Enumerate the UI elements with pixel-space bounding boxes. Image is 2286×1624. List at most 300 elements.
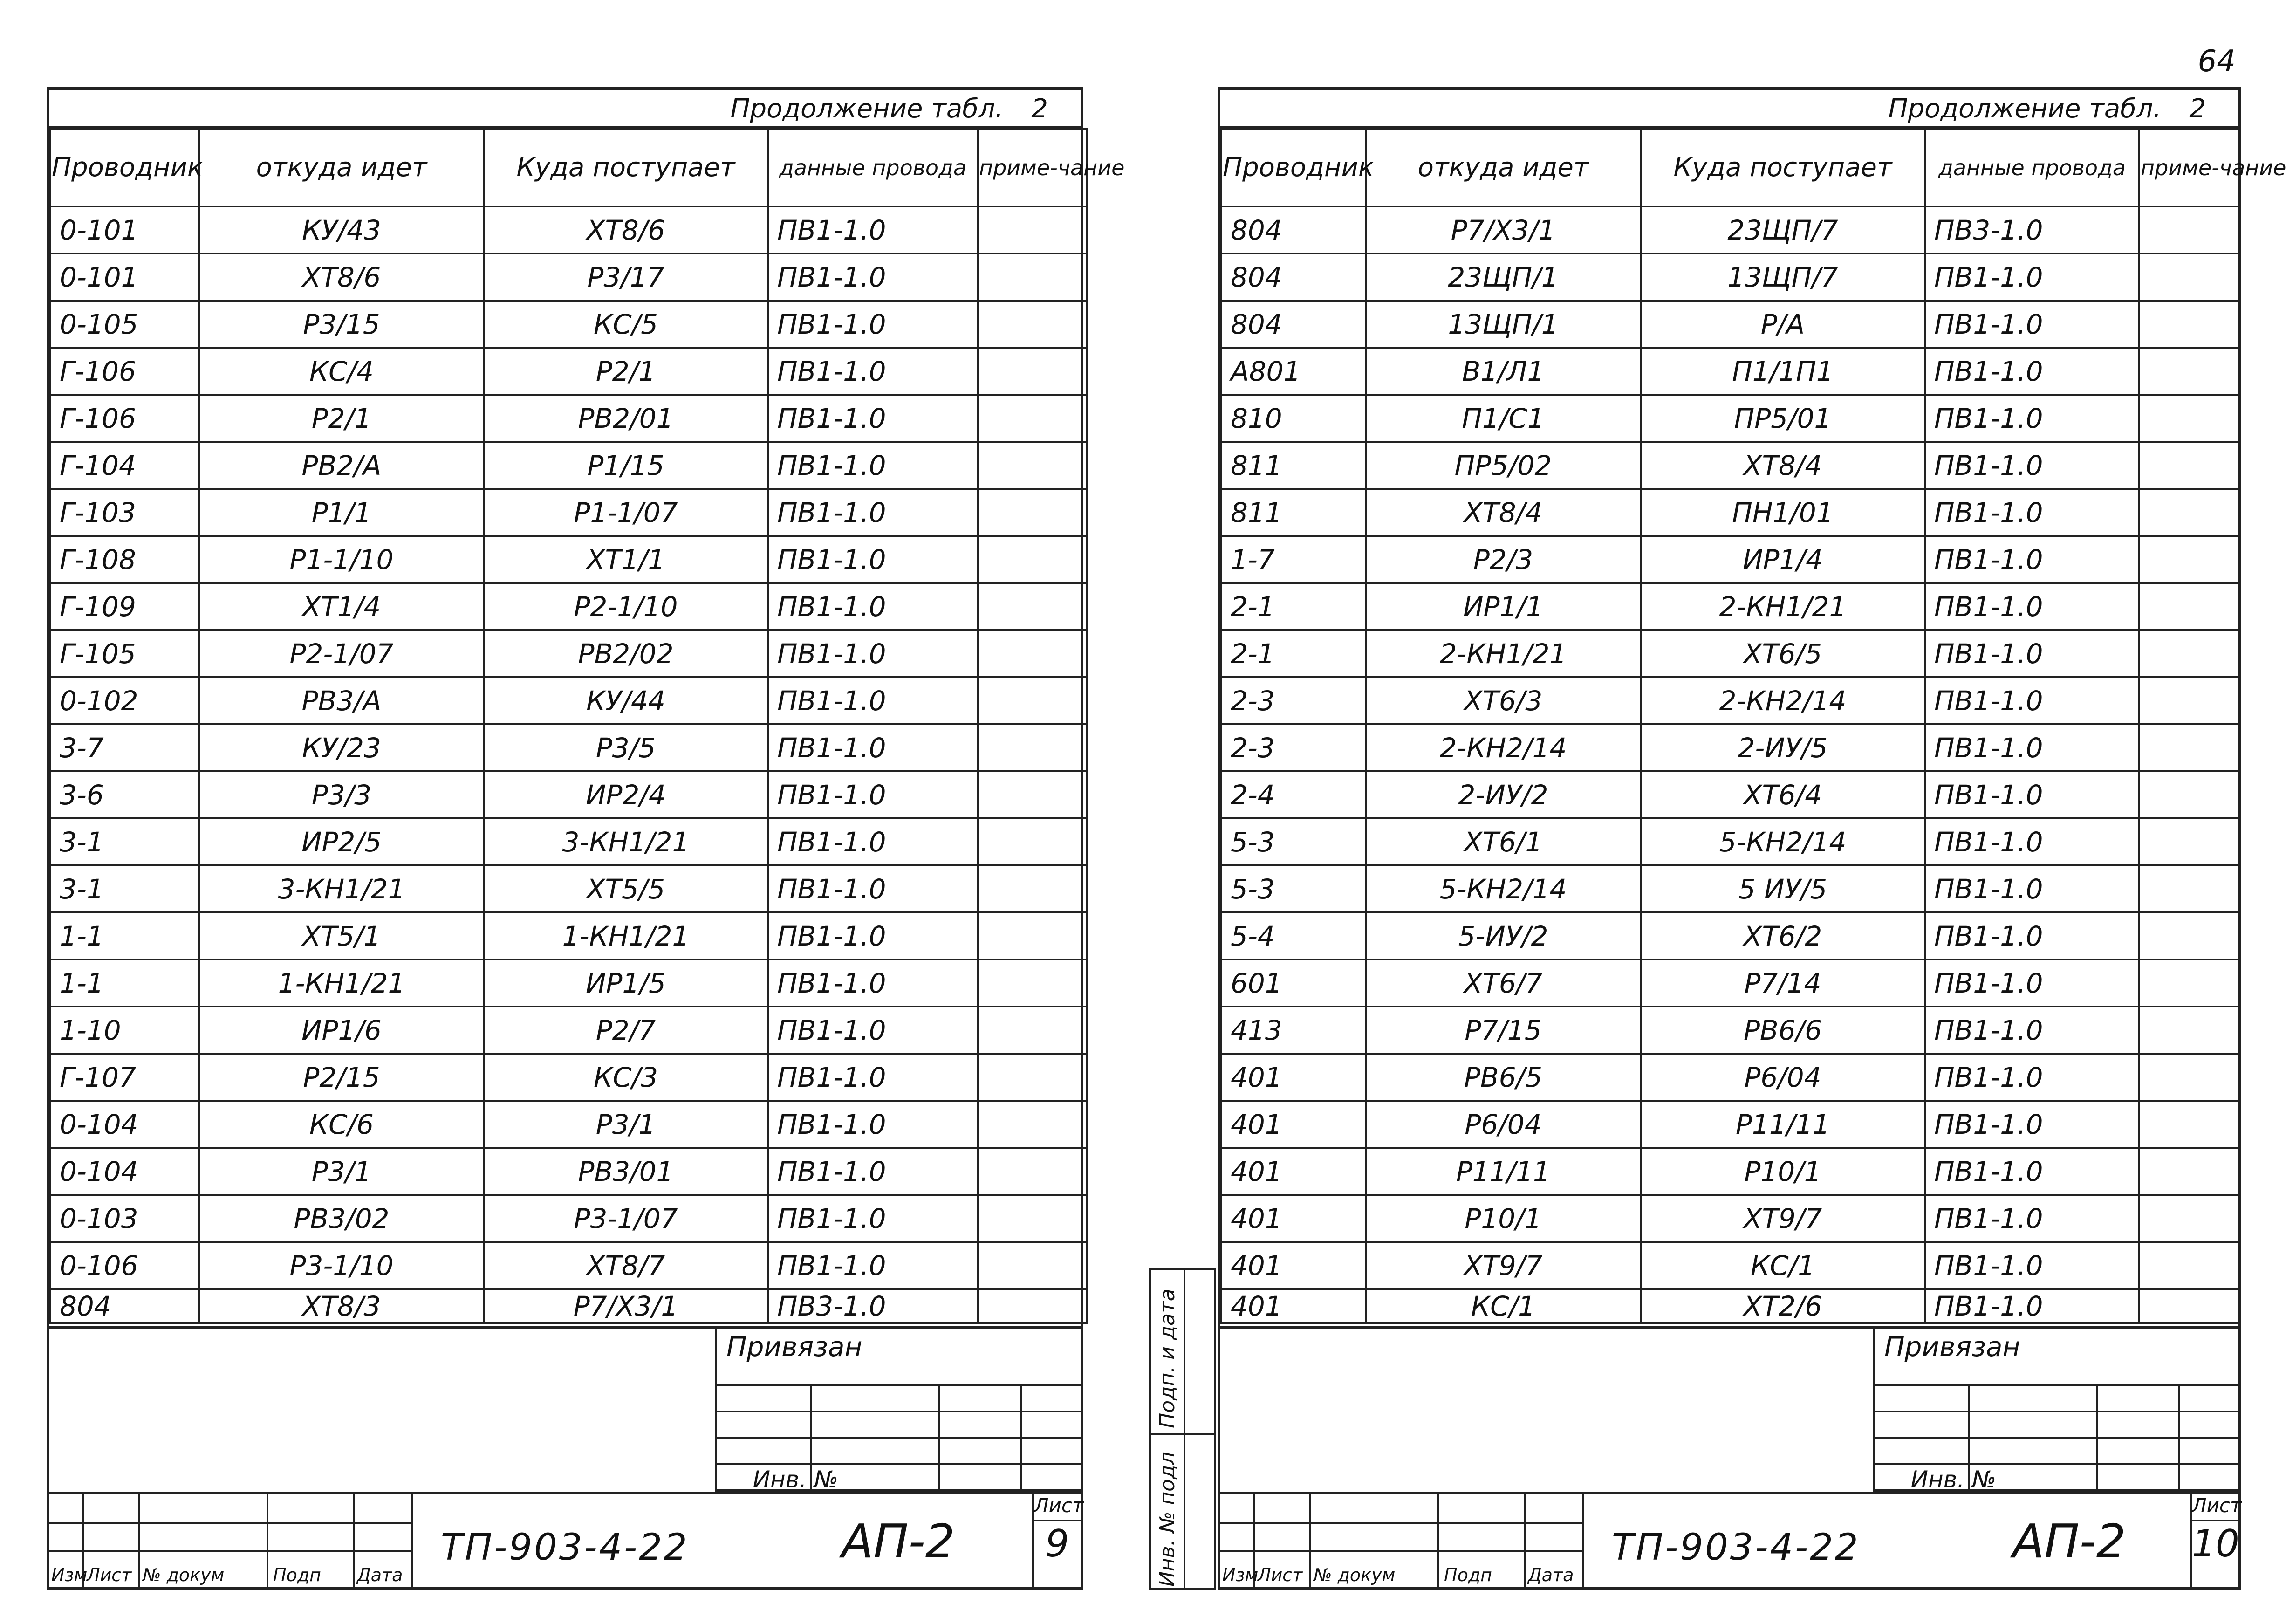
continuation-label: Продолжение табл. bbox=[1888, 94, 2162, 124]
cell-note bbox=[2139, 348, 2239, 395]
table-row bbox=[1221, 1101, 2239, 1148]
cell-to: Р11/11 bbox=[1641, 1101, 1925, 1148]
cell-data: ПВ1-1.0 bbox=[1925, 1242, 2139, 1289]
cell-note bbox=[978, 206, 1087, 254]
cell-from: КУ/43 bbox=[199, 206, 484, 254]
cell-to: Р1/15 bbox=[484, 442, 768, 489]
table-row bbox=[1221, 1007, 2239, 1054]
cell-wire: 811 bbox=[1221, 442, 1366, 489]
cell-to: ХТ6/5 bbox=[1641, 630, 1925, 677]
cell-from: ИР1/1 bbox=[1366, 583, 1641, 630]
cell-wire: 804 bbox=[1221, 254, 1366, 301]
header-from: откуда идет bbox=[1366, 129, 1641, 206]
continuation-title bbox=[49, 90, 1081, 128]
cell-wire: 2-4 bbox=[1221, 771, 1366, 818]
header-from: откуда идет bbox=[199, 129, 484, 206]
cell-to: Р3/1 bbox=[484, 1101, 768, 1148]
cell-note bbox=[978, 1242, 1087, 1289]
cell-wire: Г-106 bbox=[50, 395, 199, 442]
table-row bbox=[1221, 442, 2239, 489]
table-row bbox=[50, 1007, 1087, 1054]
cell-from: Р6/04 bbox=[1366, 1101, 1641, 1148]
cell-wire: 0-104 bbox=[50, 1148, 199, 1195]
privyazan-label: Привязан bbox=[726, 1331, 862, 1363]
cell-from: КС/1 bbox=[1366, 1289, 1641, 1323]
cell-data: ПВ1-1.0 bbox=[1925, 1289, 2139, 1323]
table-row bbox=[50, 677, 1087, 724]
table-row bbox=[50, 724, 1087, 771]
cell-wire: Г-107 bbox=[50, 1054, 199, 1101]
cell-to: Р10/1 bbox=[1641, 1148, 1925, 1195]
date-label: Дата bbox=[1528, 1565, 1574, 1585]
cell-note bbox=[2139, 1101, 2239, 1148]
table-row bbox=[50, 206, 1087, 254]
podp-label: Подп bbox=[1444, 1565, 1492, 1585]
continuation-label: Продолжение табл. bbox=[730, 94, 1004, 124]
cell-to: Р2/7 bbox=[484, 1007, 768, 1054]
table-row bbox=[50, 1148, 1087, 1195]
cell-from: Р7/15 bbox=[1366, 1007, 1641, 1054]
header-to: Куда поступает bbox=[1641, 129, 1925, 206]
cell-from: ХТ6/7 bbox=[1366, 959, 1641, 1007]
cell-wire: 804 bbox=[50, 1289, 199, 1323]
cell-data: ПВ1-1.0 bbox=[768, 536, 978, 583]
cell-wire: 0-104 bbox=[50, 1101, 199, 1148]
cell-to: Р7/14 bbox=[1641, 959, 1925, 1007]
cell-wire: 401 bbox=[1221, 1242, 1366, 1289]
cell-data: ПВ1-1.0 bbox=[768, 206, 978, 254]
cell-wire: 0-102 bbox=[50, 677, 199, 724]
cell-from: Р3/3 bbox=[199, 771, 484, 818]
doc-no-label: № докум bbox=[1314, 1565, 1396, 1585]
cell-wire: 401 bbox=[1221, 1148, 1366, 1195]
table-row bbox=[1221, 1054, 2239, 1101]
cell-data: ПВ1-1.0 bbox=[1925, 1195, 2139, 1242]
cell-data: ПВ1-1.0 bbox=[768, 1007, 978, 1054]
table-row bbox=[1221, 1242, 2239, 1289]
cell-data: ПВ1-1.0 bbox=[768, 818, 978, 865]
cell-wire: 804 bbox=[1221, 301, 1366, 348]
table-row bbox=[50, 1242, 1087, 1289]
cell-to: Р3-1/07 bbox=[484, 1195, 768, 1242]
cell-note bbox=[978, 912, 1087, 959]
sheet-number: 9 bbox=[1045, 1522, 1069, 1565]
cell-wire: 3-1 bbox=[50, 818, 199, 865]
cell-note bbox=[978, 254, 1087, 301]
stamp-area-left bbox=[49, 1326, 1084, 1587]
cell-wire: 413 bbox=[1221, 1007, 1366, 1054]
cell-data: ПВ1-1.0 bbox=[768, 254, 978, 301]
cell-to: РВ2/01 bbox=[484, 395, 768, 442]
table-row bbox=[50, 1195, 1087, 1242]
cell-wire: 0-101 bbox=[50, 206, 199, 254]
cell-to: 2-ИУ/5 bbox=[1641, 724, 1925, 771]
cell-data: ПВ1-1.0 bbox=[1925, 724, 2139, 771]
document-code: ТП-903-4-22 bbox=[1612, 1527, 1860, 1569]
table-number: 2 bbox=[2189, 94, 2206, 124]
cell-from: 5-ИУ/2 bbox=[1366, 912, 1641, 959]
cell-data: ПВ1-1.0 bbox=[1925, 536, 2139, 583]
cell-note bbox=[978, 442, 1087, 489]
cell-from: ХТ8/4 bbox=[1366, 489, 1641, 536]
cell-data: ПВ1-1.0 bbox=[768, 583, 978, 630]
table-row bbox=[1221, 1148, 2239, 1195]
cell-to: РВ2/02 bbox=[484, 630, 768, 677]
cell-from: 2-ИУ/2 bbox=[1366, 771, 1641, 818]
cell-note bbox=[2139, 1289, 2239, 1323]
table-row bbox=[50, 442, 1087, 489]
table-row bbox=[50, 583, 1087, 630]
table-row bbox=[50, 348, 1087, 395]
side-strip bbox=[1149, 1268, 1216, 1590]
cell-from: Р3/15 bbox=[199, 301, 484, 348]
cell-to: 3-КН1/21 bbox=[484, 818, 768, 865]
table-row bbox=[50, 1289, 1087, 1323]
left-sheet bbox=[47, 87, 1125, 1590]
cell-to: Р2/1 bbox=[484, 348, 768, 395]
cell-to: ХТ5/5 bbox=[484, 865, 768, 912]
cell-note bbox=[978, 395, 1087, 442]
cell-data: ПВ1-1.0 bbox=[1925, 1148, 2139, 1195]
cell-from: 2-КН2/14 bbox=[1366, 724, 1641, 771]
cell-to: ХТ9/7 bbox=[1641, 1195, 1925, 1242]
table-row bbox=[1221, 536, 2239, 583]
cell-wire: 401 bbox=[1221, 1101, 1366, 1148]
cell-note bbox=[2139, 1054, 2239, 1101]
cell-data: ПВ1-1.0 bbox=[768, 1148, 978, 1195]
cell-from: Р3-1/10 bbox=[199, 1242, 484, 1289]
cell-to: ХТ8/6 bbox=[484, 206, 768, 254]
cell-to: ХТ8/7 bbox=[484, 1242, 768, 1289]
cell-data: ПВ1-1.0 bbox=[768, 348, 978, 395]
cell-to: ИР1/4 bbox=[1641, 536, 1925, 583]
cell-note bbox=[2139, 206, 2239, 254]
document-mark: АП-2 bbox=[2012, 1514, 2126, 1569]
cell-to: ХТ8/4 bbox=[1641, 442, 1925, 489]
cell-data: ПВ1-1.0 bbox=[1925, 912, 2139, 959]
cell-from: РВ6/5 bbox=[1366, 1054, 1641, 1101]
cell-to: КС/1 bbox=[1641, 1242, 1925, 1289]
podp-data-label: Подп. и дата bbox=[1156, 1288, 1179, 1428]
cell-wire: 3-7 bbox=[50, 724, 199, 771]
cell-data: ПВ1-1.0 bbox=[768, 442, 978, 489]
table-row bbox=[50, 395, 1087, 442]
cell-from: ХТ6/3 bbox=[1366, 677, 1641, 724]
cell-to: П1/1П1 bbox=[1641, 348, 1925, 395]
table-row bbox=[50, 301, 1087, 348]
header-note: приме-чание bbox=[2139, 129, 2239, 206]
cell-wire: 3-1 bbox=[50, 865, 199, 912]
cell-from: 13ЩП/1 bbox=[1366, 301, 1641, 348]
cell-from: ХТ8/6 bbox=[199, 254, 484, 301]
cell-wire: Г-106 bbox=[50, 348, 199, 395]
cell-to: 5-КН2/14 bbox=[1641, 818, 1925, 865]
cell-note bbox=[2139, 677, 2239, 724]
cell-from: ИР1/6 bbox=[199, 1007, 484, 1054]
right-sheet bbox=[1218, 87, 2286, 1590]
cell-from: Р7/Х3/1 bbox=[1366, 206, 1641, 254]
cell-data: ПВ1-1.0 bbox=[1925, 959, 2139, 1007]
cell-to: Р6/04 bbox=[1641, 1054, 1925, 1101]
cell-from: КУ/23 bbox=[199, 724, 484, 771]
cell-note bbox=[978, 1101, 1087, 1148]
table-row bbox=[1221, 583, 2239, 630]
cell-from: Р11/11 bbox=[1366, 1148, 1641, 1195]
list-label: Лист bbox=[87, 1565, 132, 1585]
cell-note bbox=[2139, 771, 2239, 818]
cell-note bbox=[978, 1148, 1087, 1195]
cell-wire: 804 bbox=[1221, 206, 1366, 254]
cell-to: 1-КН1/21 bbox=[484, 912, 768, 959]
cell-note bbox=[2139, 818, 2239, 865]
cell-note bbox=[2139, 912, 2239, 959]
cell-data: ПВ1-1.0 bbox=[768, 489, 978, 536]
cell-note bbox=[2139, 301, 2239, 348]
table-row bbox=[50, 959, 1087, 1007]
table-row bbox=[1221, 818, 2239, 865]
cell-from: Р3/1 bbox=[199, 1148, 484, 1195]
cell-data: ПВ1-1.0 bbox=[768, 301, 978, 348]
sheet-label: Лист bbox=[2192, 1494, 2238, 1521]
cell-note bbox=[978, 818, 1087, 865]
izm-label: Изм bbox=[51, 1565, 88, 1585]
cell-data: ПВ1-1.0 bbox=[768, 959, 978, 1007]
cell-note bbox=[978, 489, 1087, 536]
cell-wire: 3-6 bbox=[50, 771, 199, 818]
cell-to: 5 ИУ/5 bbox=[1641, 865, 1925, 912]
cell-wire: 811 bbox=[1221, 489, 1366, 536]
cell-note bbox=[2139, 1242, 2239, 1289]
cell-from: ХТ8/3 bbox=[199, 1289, 484, 1323]
sheet-box bbox=[1032, 1494, 1084, 1587]
cell-wire: 2-1 bbox=[1221, 583, 1366, 630]
cell-note bbox=[978, 865, 1087, 912]
cell-note bbox=[2139, 630, 2239, 677]
sheet-box bbox=[2190, 1494, 2242, 1587]
table-row bbox=[1221, 489, 2239, 536]
cell-note bbox=[2139, 583, 2239, 630]
cell-to: ХТ6/2 bbox=[1641, 912, 1925, 959]
table-row bbox=[50, 912, 1087, 959]
cell-note bbox=[2139, 959, 2239, 1007]
cell-from: Р1-1/10 bbox=[199, 536, 484, 583]
cell-wire: 2-1 bbox=[1221, 630, 1366, 677]
table-row bbox=[1221, 677, 2239, 724]
cell-from: ХТ5/1 bbox=[199, 912, 484, 959]
header-to: Куда поступает bbox=[484, 129, 768, 206]
cell-note bbox=[2139, 489, 2239, 536]
cell-note bbox=[2139, 865, 2239, 912]
cell-from: ИР2/5 bbox=[199, 818, 484, 865]
table-row bbox=[1221, 301, 2239, 348]
cell-from: В1/Л1 bbox=[1366, 348, 1641, 395]
stamp-area-right bbox=[1220, 1326, 2242, 1587]
cell-to: 2-КН1/21 bbox=[1641, 583, 1925, 630]
cell-data: ПВ1-1.0 bbox=[1925, 301, 2139, 348]
cell-data: ПВ1-1.0 bbox=[768, 630, 978, 677]
cell-from: Р10/1 bbox=[1366, 1195, 1641, 1242]
cell-wire: 1-1 bbox=[50, 959, 199, 1007]
cell-note bbox=[978, 536, 1087, 583]
cell-note bbox=[978, 1289, 1087, 1323]
cell-wire: 401 bbox=[1221, 1054, 1366, 1101]
cell-note bbox=[978, 724, 1087, 771]
table-number: 2 bbox=[1031, 94, 1048, 124]
cell-to: РВ3/01 bbox=[484, 1148, 768, 1195]
table-row bbox=[1221, 912, 2239, 959]
cell-data: ПВ1-1.0 bbox=[1925, 771, 2139, 818]
cell-wire: 1-1 bbox=[50, 912, 199, 959]
doc-no-label: № докум bbox=[143, 1565, 225, 1585]
cell-from: Р2/15 bbox=[199, 1054, 484, 1101]
date-label: Дата bbox=[357, 1565, 403, 1585]
cell-from: 3-КН1/21 bbox=[199, 865, 484, 912]
cell-data: ПВ1-1.0 bbox=[768, 912, 978, 959]
cell-data: ПВ1-1.0 bbox=[1925, 395, 2139, 442]
cell-to: ПН1/01 bbox=[1641, 489, 1925, 536]
cell-note bbox=[2139, 536, 2239, 583]
header-note: приме-чание bbox=[978, 129, 1087, 206]
cell-from: ПР5/02 bbox=[1366, 442, 1641, 489]
cell-wire: А801 bbox=[1221, 348, 1366, 395]
privyazan-label: Привязан bbox=[1884, 1331, 2020, 1363]
cell-data: ПВ1-1.0 bbox=[1925, 1101, 2139, 1148]
cell-wire: 601 bbox=[1221, 959, 1366, 1007]
cell-to: 2-КН2/14 bbox=[1641, 677, 1925, 724]
cell-wire: 0-106 bbox=[50, 1242, 199, 1289]
titleblock-right bbox=[1220, 1492, 2242, 1587]
cell-wire: Г-103 bbox=[50, 489, 199, 536]
continuation-title bbox=[1220, 90, 2238, 128]
cell-note bbox=[978, 771, 1087, 818]
cell-note bbox=[978, 583, 1087, 630]
cell-from: ХТ9/7 bbox=[1366, 1242, 1641, 1289]
titleblock-left bbox=[49, 1492, 1084, 1587]
wire-table-right bbox=[1220, 128, 2286, 1324]
cell-to: КС/5 bbox=[484, 301, 768, 348]
cell-wire: Г-109 bbox=[50, 583, 199, 630]
cell-to: РВ6/6 bbox=[1641, 1007, 1925, 1054]
document-code: ТП-903-4-22 bbox=[441, 1527, 689, 1569]
cell-wire: 1-7 bbox=[1221, 536, 1366, 583]
cell-wire: 401 bbox=[1221, 1195, 1366, 1242]
cell-to: Р7/Х3/1 bbox=[484, 1289, 768, 1323]
cell-note bbox=[978, 1007, 1087, 1054]
cell-from: Р2/1 bbox=[199, 395, 484, 442]
sheet-number: 10 bbox=[2192, 1522, 2239, 1565]
cell-from: Р2-1/07 bbox=[199, 630, 484, 677]
table-row bbox=[1221, 395, 2239, 442]
cell-data: ПВ1-1.0 bbox=[768, 1054, 978, 1101]
cell-from: Р1/1 bbox=[199, 489, 484, 536]
table-row bbox=[1221, 206, 2239, 254]
inv-no-label: Инв. № bbox=[1910, 1466, 1996, 1493]
cell-to: КС/3 bbox=[484, 1054, 768, 1101]
cell-data: ПВ1-1.0 bbox=[768, 1195, 978, 1242]
cell-from: РВ3/А bbox=[199, 677, 484, 724]
header-data: данные провода bbox=[768, 129, 978, 206]
cell-note bbox=[2139, 1195, 2239, 1242]
table-row bbox=[1221, 1195, 2239, 1242]
cell-note bbox=[978, 959, 1087, 1007]
cell-to: ИР2/4 bbox=[484, 771, 768, 818]
table-row bbox=[50, 771, 1087, 818]
cell-wire: 810 bbox=[1221, 395, 1366, 442]
table-row bbox=[1221, 771, 2239, 818]
cell-note bbox=[978, 677, 1087, 724]
cell-data: ПВ1-1.0 bbox=[768, 1242, 978, 1289]
cell-note bbox=[978, 1054, 1087, 1101]
document-mark: АП-2 bbox=[842, 1514, 955, 1569]
cell-from: П1/С1 bbox=[1366, 395, 1641, 442]
table-row bbox=[50, 489, 1087, 536]
table-row bbox=[50, 630, 1087, 677]
table-row bbox=[50, 536, 1087, 583]
cell-note bbox=[2139, 724, 2239, 771]
table-row bbox=[1221, 348, 2239, 395]
cell-data: ПВ1-1.0 bbox=[1925, 818, 2139, 865]
cell-data: ПВ1-1.0 bbox=[1925, 583, 2139, 630]
cell-data: ПВ1-1.0 bbox=[768, 395, 978, 442]
table-row bbox=[1221, 630, 2239, 677]
cell-to: ХТ2/6 bbox=[1641, 1289, 1925, 1323]
table-row bbox=[1221, 724, 2239, 771]
table-row bbox=[50, 1054, 1087, 1101]
cell-note bbox=[2139, 1007, 2239, 1054]
cell-wire: 1-10 bbox=[50, 1007, 199, 1054]
cell-to: ХТ6/4 bbox=[1641, 771, 1925, 818]
cell-wire: Г-108 bbox=[50, 536, 199, 583]
cell-from: 1-КН1/21 bbox=[199, 959, 484, 1007]
inv-podl-label: Инв. № подл bbox=[1156, 1452, 1179, 1587]
sheet-label: Лист bbox=[1034, 1494, 1081, 1521]
cell-note bbox=[2139, 254, 2239, 301]
cell-note bbox=[978, 630, 1087, 677]
cell-data: ПВ1-1.0 bbox=[1925, 865, 2139, 912]
cell-to: Р1-1/07 bbox=[484, 489, 768, 536]
cell-wire: 0-103 bbox=[50, 1195, 199, 1242]
table-row bbox=[1221, 1289, 2239, 1323]
cell-data: ПВ1-1.0 bbox=[1925, 442, 2139, 489]
cell-to: 13ЩП/7 bbox=[1641, 254, 1925, 301]
table-row bbox=[50, 865, 1087, 912]
cell-wire: Г-104 bbox=[50, 442, 199, 489]
cell-wire: 5-4 bbox=[1221, 912, 1366, 959]
table-row bbox=[1221, 865, 2239, 912]
cell-from: КС/4 bbox=[199, 348, 484, 395]
cell-data: ПВ1-1.0 bbox=[768, 865, 978, 912]
header-data: данные провода bbox=[1925, 129, 2139, 206]
cell-from: РВ2/А bbox=[199, 442, 484, 489]
cell-to: Р/А bbox=[1641, 301, 1925, 348]
cell-from: 23ЩП/1 bbox=[1366, 254, 1641, 301]
wire-table-left bbox=[49, 128, 1125, 1324]
cell-wire: 5-3 bbox=[1221, 865, 1366, 912]
cell-data: ПВ1-1.0 bbox=[1925, 1007, 2139, 1054]
table-row bbox=[50, 818, 1087, 865]
cell-to: ИР1/5 bbox=[484, 959, 768, 1007]
cell-note bbox=[978, 348, 1087, 395]
cell-note bbox=[978, 1195, 1087, 1242]
cell-to: Р3/17 bbox=[484, 254, 768, 301]
cell-from: РВ3/02 bbox=[199, 1195, 484, 1242]
table-row bbox=[1221, 254, 2239, 301]
cell-data: ПВ3-1.0 bbox=[768, 1289, 978, 1323]
cell-from: КС/6 bbox=[199, 1101, 484, 1148]
cell-note bbox=[2139, 1148, 2239, 1195]
cell-data: ПВ3-1.0 bbox=[1925, 206, 2139, 254]
cell-from: ХТ1/4 bbox=[199, 583, 484, 630]
